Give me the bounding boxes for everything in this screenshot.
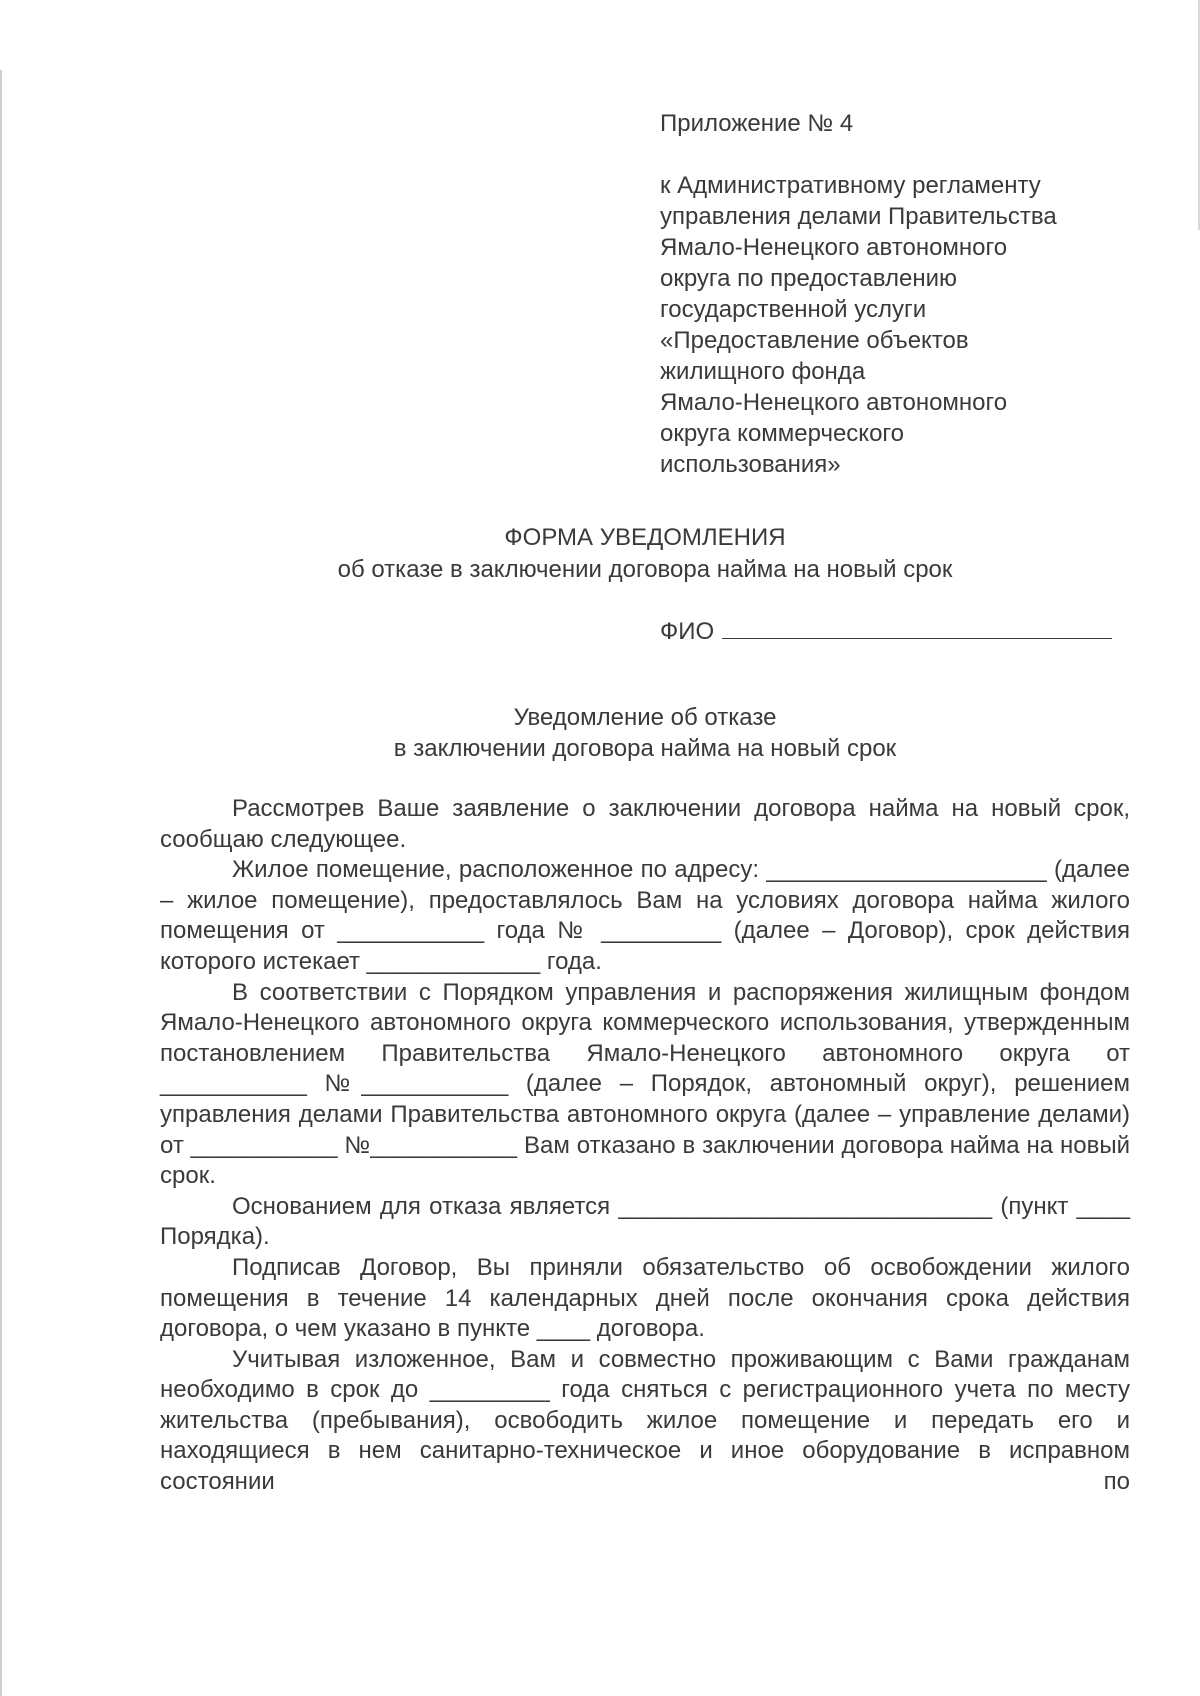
appendix-line: округа коммерческого [660, 420, 904, 447]
appendix-line: Ямало-Ненецкого автономного [660, 389, 1008, 416]
body-paragraph: Рассмотрев Ваше заявление о заключении договора найма на новый срок, сообщаю следующее. [160, 795, 1130, 853]
appendix-line: Ямало-Ненецкого автономного [660, 234, 1008, 261]
form-subtitle: об отказе в заключении договора найма на новый срок [337, 556, 953, 583]
appendix-line: государственной услуги [660, 296, 927, 323]
body-paragraph: Жилое помещение, расположенное по адресу: _____________________ (далее – жилое помещение), предоставлялось Вам на условиях договора найма жилого помещения от ___________ года № _________ (далее – Договор), срок действия которого истекает _____________ года. [160, 856, 1130, 975]
body-paragraph: Учитывая изложенное, Вам и совместно проживающим с Вами гражданам необходимо в срок до _________ года сняться с регистрационного учета по месту жительства (пребывания), освободить жилое помещение и передать его и находящиеся в нем санитарно-техническое и иное оборудование в исправном состоянии по [160, 1345, 1130, 1496]
appendix-line: жилищного фонда [660, 358, 866, 385]
appendix-line: использования» [660, 451, 841, 478]
fio-blank-line [722, 616, 1112, 639]
body-paragraph: В соответствии с Порядком управления и распоряжения жилищным фондом Ямало-Ненецкого автономного округа коммерческого использования, утвержденным постановлением Правительства Ямало-Ненецкого автономного округа от ___________ №___________ (далее – Порядок, автономный округ), решением управления делами Правительства автономного округа (далее – управление делами) от ___________ №___________ Вам отказано в заключении договора найма на новый срок. [160, 978, 1130, 1190]
fio-field [660, 616, 1112, 648]
appendix-line: управления делами Правительства [660, 203, 1057, 230]
appendix-header [660, 108, 1140, 480]
notice-body [160, 794, 1130, 1498]
fio-label: ФИО [660, 618, 715, 645]
appendix-line: «Предоставление объектов [660, 327, 969, 354]
form-title: ФОРМА УВЕДОМЛЕНИЯ [504, 524, 786, 551]
body-paragraph: Основанием для отказа является ____________________________ (пункт ____ Порядка). [160, 1192, 1130, 1251]
notice-title-line2: в заключении договора найма на новый срок [393, 735, 897, 762]
appendix-line: к Административному регламенту [660, 172, 1041, 199]
notice-title-line1: Уведомление об отказе [513, 704, 777, 731]
appendix-line: округа по предоставлению [660, 265, 957, 292]
body-paragraph: Подписав Договор, Вы приняли обязательство об освобождении жилого помещения в течение 14 календарных дней после окончания срока действия договора, о чем указано в пункте ____ договора. [160, 1253, 1130, 1343]
appendix-number: Приложение № 4 [660, 110, 854, 137]
